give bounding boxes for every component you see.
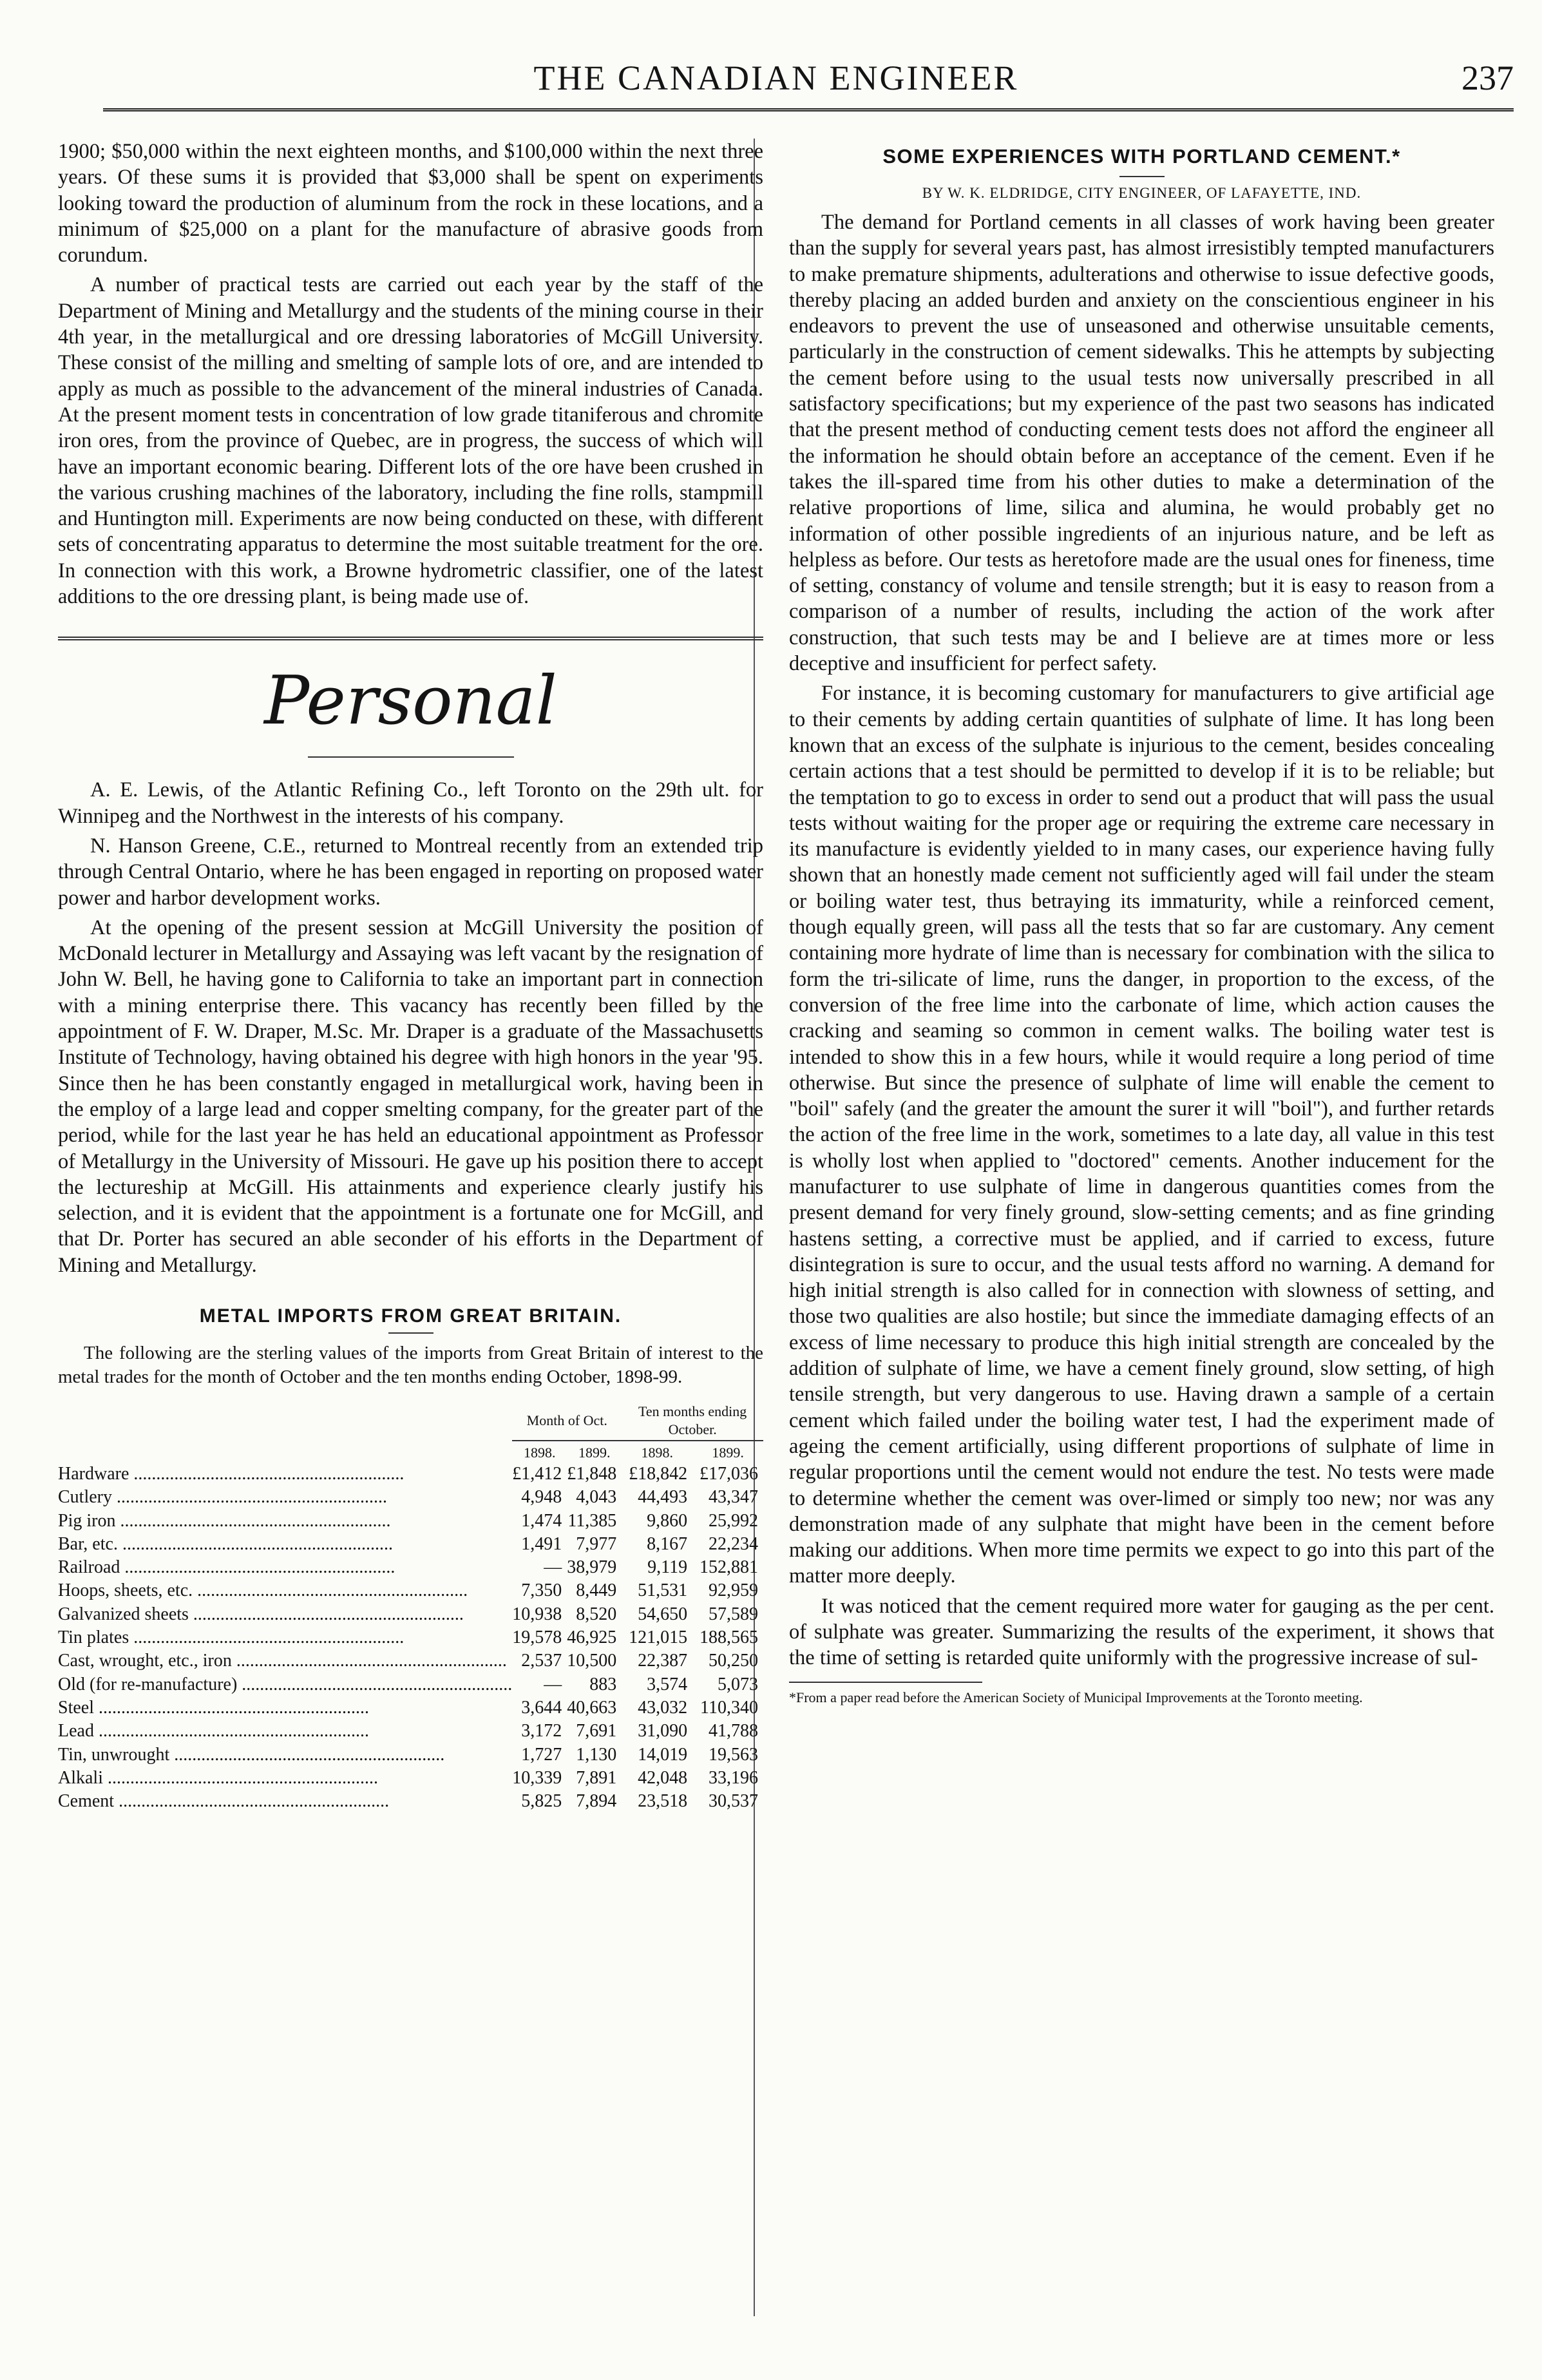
left-column [58, 139, 763, 1813]
month-1898-cell: — [544, 1674, 562, 1694]
month-1899-cell: 38,979 [567, 1557, 617, 1578]
month-1898-cell: 7,350 [521, 1580, 562, 1601]
month-1899-cell: 1,130 [576, 1744, 617, 1765]
ten-months-1899-cell: 110,340 [700, 1697, 758, 1718]
ten-months-1898-cell: 14,019 [638, 1744, 688, 1765]
table-row [58, 1626, 763, 1649]
ten-months-1899-cell: 25,992 [709, 1510, 758, 1531]
header-rule [103, 108, 1514, 111]
ten-months-1899-cell: 30,537 [709, 1791, 758, 1812]
item-cell: Tin plates ............................................................ [58, 1627, 405, 1648]
personal-paragraph: N. Hanson Greene, C.E., returned to Montreal recently from an extended trip through Central Ontario, where he has been engaged in reporting on proposed water power and harbor development works. [58, 834, 763, 910]
month-1898-cell: 3,172 [521, 1721, 562, 1742]
month-1898-cell: 19,578 [512, 1627, 562, 1648]
page-number: 237 [1461, 59, 1514, 97]
ten-months-1898-cell: 54,650 [638, 1604, 688, 1624]
ten-months-1898-cell: 51,531 [638, 1580, 688, 1601]
byline: BY W. K. ELDRIDGE, CITY ENGINEER, OF LAFAYETTE, IND. [922, 185, 1362, 201]
table-title: METAL IMPORTS FROM GREAT BRITAIN. [199, 1305, 622, 1327]
ten-months-1898-cell: 8,167 [647, 1533, 688, 1554]
ten-months-1899-cell: 22,234 [709, 1533, 758, 1554]
ten-months-1899-cell: 41,788 [709, 1721, 758, 1742]
item-cell: Steel ............................................................ [58, 1697, 369, 1718]
month-1899-cell: 7,894 [576, 1791, 617, 1812]
intro-paragraph: 1900; $50,000 within the next eighteen months, and $100,000 within the next three years. Of these sums it is provided that $3,000 shall be spent on experiments looking toward the production of aluminum from the rock in these locations, and a minimum of $25,000 on a plant for the manufacture of abrasive goods from corundum. [58, 140, 763, 267]
item-header [58, 1402, 512, 1441]
ten-months-1899-cell: 50,250 [709, 1651, 758, 1671]
table-row [58, 1463, 763, 1486]
imports-table [58, 1402, 763, 1813]
item-cell: Bar, etc. ............................................................ [58, 1533, 393, 1554]
month-1899-cell: 7,891 [576, 1767, 617, 1788]
ten-months-1899-cell: 152,881 [700, 1557, 758, 1578]
footnote: *From a paper read before the American Society of Municipal Improvements at the Toronto meeting. [789, 1689, 1363, 1705]
article-paragraph: The demand for Portland cements in all classes of work having been greater than the supply for several years past, has almost irresistibly tempted manufacturers to make premature shipments, adulterations and otherwise to issue defective goods, thereby placing an added burden and anxiety on the conscientious engineer in his endeavors to prevent the use of unseasoned and otherwise unsuitable cements, particularly in the construction of cement sidewalks. This he attempts by subjecting the cement before using to the usual tests now universally prescribed in all satisfactory specifications; but my experience of the past two seasons has indicated that the present method of conducting cement tests does not afford the engineer all the information he should obtain before an acceptance of the cement. Even if he takes the ill-spared time from his other duties to make a determination of the relative proportions of lime, silica and alumina, he would probably get no information of other possible ingredients of an injurious nature, and be left as helpless as before. Our tests as heretofore made are the usual ones for fineness, time of setting, constancy of volume and tensile strength; but it is easy to reason from a comparison of a number of results, including the action of the work after construction, that such tests may be and I believe are at times more or less deceptive and insufficient for perfect safety. [789, 211, 1494, 676]
ten-months-1898-cell: 3,574 [647, 1674, 688, 1694]
month-1899-cell: 11,385 [567, 1510, 617, 1531]
month-1898-cell: 1,727 [521, 1744, 562, 1765]
month-1898-cell: £1,412 [512, 1463, 562, 1484]
table-row [58, 1790, 763, 1813]
article-title: SOME EXPERIENCES WITH PORTLAND CEMENT.* [882, 145, 1401, 168]
month-1898-cell: — [544, 1557, 562, 1578]
year-header: 1898. [524, 1444, 556, 1461]
year-header: 1899. [578, 1444, 611, 1461]
table-row [58, 1767, 763, 1790]
table-row [58, 1696, 763, 1720]
ten-months-1899-cell: 19,563 [709, 1744, 758, 1765]
table-row [58, 1579, 763, 1602]
table-row [58, 1720, 763, 1743]
ten-months-1899-cell: £17,036 [700, 1463, 758, 1484]
personal-paragraph: A. E. Lewis, of the Atlantic Refining Co., left Toronto on the 29th ult. for Winnipeg and the Northwest in the interests of his company. [58, 778, 763, 828]
ten-months-1898-cell: 43,032 [638, 1697, 688, 1718]
table-row [58, 1649, 763, 1673]
month-1899-cell: 8,449 [576, 1580, 617, 1601]
item-cell: Hardware ............................................................ [58, 1463, 405, 1484]
item-cell: Railroad ............................................................ [58, 1557, 395, 1578]
item-cell: Cutlery ............................................................ [58, 1487, 387, 1508]
ten-months-1899-cell: 43,347 [709, 1487, 758, 1508]
title-rule [388, 1332, 433, 1334]
month-1899-cell: 883 [589, 1674, 617, 1694]
table-row [58, 1743, 763, 1767]
month-1899-cell: £1,848 [567, 1463, 617, 1484]
month-1898-cell: 5,825 [521, 1791, 562, 1812]
ten-months-1899-cell: 33,196 [709, 1767, 758, 1788]
month-1899-cell: 7,691 [576, 1721, 617, 1742]
table-intro: The following are the sterling values of the imports from Great Britain of interest to the metal trades for the month of October and the ten months ending October, 1898-99. [58, 1342, 763, 1387]
month-1898-cell: 10,339 [512, 1767, 562, 1788]
table-row [58, 1533, 763, 1556]
page-header [39, 26, 1514, 110]
title-rule [1119, 176, 1165, 177]
month-1898-cell: 4,948 [521, 1487, 562, 1508]
ten-months-1898-cell: 121,015 [629, 1627, 688, 1648]
ten-months-group-header: Ten months ending October. [622, 1402, 763, 1441]
month-1898-cell: 1,474 [521, 1510, 562, 1531]
item-cell: Old (for re-manufacture) ............................................................ [58, 1674, 513, 1694]
month-1899-cell: 40,663 [567, 1697, 617, 1718]
table-row [58, 1673, 763, 1696]
item-cell: Hoops, sheets, etc. ............................................................ [58, 1580, 468, 1601]
table-row [58, 1510, 763, 1533]
item-cell: Cast, wrought, etc., iron ............................................................ [58, 1651, 507, 1671]
footnote-rule [789, 1682, 982, 1683]
ten-months-1899-cell: 57,589 [709, 1604, 758, 1624]
month-1898-cell: 10,938 [512, 1604, 562, 1624]
right-column [789, 139, 1494, 1706]
ten-months-1898-cell: 42,048 [638, 1767, 688, 1788]
ten-months-1898-cell: 44,493 [638, 1487, 688, 1508]
intro-paragraph: A number of practical tests are carried out each year by the staff of the Department of Mining and Metallurgy and the students of the mining course in their 4th year, in the metallurgical and ore dressing laboratories of McGill University. These consist of the milling and smelting of sample lots of ore, and are intended to apply as much as possible to the advancement of the mineral industries of Canada. At the present moment tests in concentration of low grade titaniferous and chromite iron ores, from the province of Quebec, are in progress, the success of which will have an important economic bearing. Different lots of the ore have been crushed in the various crushing machines of the laboratory, including the fine rolls, stampmill and Huntington mill. Experiments are now being conducted on these, with different sets of concentrating apparatus to determine the most suitable treatment for the ore. In connection with this work, a Browne hydrometric classifier, one of the latest additions to the ore dressing plant, is being made use of. [58, 273, 763, 609]
item-cell: Alkali ............................................................ [58, 1767, 378, 1788]
ten-months-1898-cell: £18,842 [629, 1463, 688, 1484]
month-1899-cell: 10,500 [567, 1651, 617, 1671]
item-cell: Cement ............................................................ [58, 1791, 390, 1812]
month-1899-cell: 8,520 [576, 1604, 617, 1624]
month-1899-cell: 46,925 [567, 1627, 617, 1648]
month-group-header: Month of Oct. [512, 1402, 622, 1441]
personal-paragraph: At the opening of the present session at McGill University the position of McDonald lecturer in Metallurgy and Assaying was left vacant by the resignation of John W. Bell, he having gone to California to take an important part in connection with a mining enterprise there. This vacancy has recently been filled by the appointment of F. W. Draper, M.Sc. Mr. Draper is a graduate of the Massachusetts Institute of Technology, having obtained his degree with high honors in the year '95. Since then he has been constantly engaged in metallurgical work, having been in the employ of a large lead and copper smelting company, for the greater part of the period, while for the last year he has held an educational appointment as Professor of Metallurgy in the University of Missouri. He gave up his position there to accept the lectureship at McGill. His attainments and experience clearly justify his selection, and it is evident that the appointment is a fortunate one for McGill, and that Dr. Porter has secured an able seconder of his efforts in the Department of Mining and Metallurgy. [58, 916, 763, 1277]
table-row [58, 1603, 763, 1626]
section-divider [58, 637, 763, 640]
ten-months-1898-cell: 22,387 [638, 1651, 688, 1671]
ten-months-1898-cell: 23,518 [638, 1791, 688, 1812]
item-cell: Lead ............................................................ [58, 1721, 369, 1742]
month-1899-cell: 4,043 [576, 1487, 617, 1508]
personal-heading: Personal [264, 661, 557, 740]
ten-months-1899-cell: 92,959 [709, 1580, 758, 1601]
ten-months-1899-cell: 188,565 [700, 1627, 758, 1648]
month-1898-cell: 3,644 [521, 1697, 562, 1718]
item-cell: Tin, unwrought ............................................................ [58, 1744, 445, 1765]
running-title: THE CANADIAN ENGINEER [533, 59, 1019, 97]
year-header: 1899. [712, 1444, 744, 1461]
table-row [58, 1486, 763, 1509]
month-1898-cell: 1,491 [521, 1533, 562, 1554]
item-cell: Galvanized sheets ............................................................ [58, 1604, 464, 1624]
article-paragraph: For instance, it is becoming customary for manufacturers to give artificial age to their cements by adding certain quantities of sulphate of lime. It has long been known that an excess of the sulphate is injurious to the cement, besides concealing certain actions that a test should be permitted to develop if it is to be reliable; but the temptation to go to excess in order to send out a product that will pass the usual tests without waiting for the proper age or requiring the extreme care necessary in its manufacture is evidently yielded to in many cases, our experience having fully shown that an honestly made cement not sufficiently aged will fail under the steam or boiling water test, thus betraying its immaturity, while a reinforced cement, though equally green, will pass all the tests that so far are customary. Any cement containing more hydrate of lime than is necessary for combination with the silica to form the tri-silicate of lime, runs the danger, in proportion to the excess, of the conversion of the free lime into the carbonate of lime, which action causes the cracking and seaming so common in cement walks. The boiling water test is intended to show this in a few hours, while it would require a long period of time otherwise. But since the presence of sulphate of lime will enable the cement to "boil" safely (and the greater the amount the surer it will "boil"), and further retards the action of the free lime in the work, sometimes to a late day, all value in this test is wholly lost when applied to "doctored" cements. Another inducement for the manufacturer to use sulphate of lime in dangerous quantities comes from the present demand for very finely ground, slow-setting cements; and as fine grinding hastens setting, a corrective must be applied, and if carried to excess, future disintegration is sure to occur, and the usual tests afford no warning. A demand for high initial strength is also called for in connection with slowness of setting, and those two qualities are also hostile; but since the immediate damaging effects of an excess of lime necessary to produce this high initial strength are concealed by the addition of sulphate of lime, we have a cement finely ground, slow setting, of high tensile strength, but very dangerous to use. Having drawn a sample of a certain cement which failed under the boiling water test, I had the experiment made of ageing the cement artificially, using different proportions of sulphate of lime in regular proportions until the cement would not endure the test. No tests were made to determine whether the cement was over-limed or simply too new; nor was any demonstration made of any sulphate that might have been in the cement before making our additions. When more time permits we expect to go into this part of the matter more deeply. [789, 682, 1494, 1588]
ten-months-1898-cell: 9,119 [647, 1557, 688, 1578]
table-row [58, 1556, 763, 1579]
ten-months-1898-cell: 9,860 [647, 1510, 688, 1531]
article-paragraph: It was noticed that the cement required more water for gauging as the per cent. of sulphate was greater. Summarizing the results of the experiment, it shows that the time of setting is retarded quite uniformly with the progressive increase of sul- [789, 1594, 1494, 1670]
heading-rule [308, 756, 514, 758]
item-cell: Pig iron ............................................................ [58, 1510, 391, 1531]
ten-months-1898-cell: 31,090 [638, 1721, 688, 1742]
ten-months-1899-cell: 5,073 [718, 1674, 758, 1694]
month-1898-cell: 2,537 [521, 1651, 562, 1671]
year-header: 1898. [641, 1444, 673, 1461]
month-1899-cell: 7,977 [576, 1533, 617, 1554]
